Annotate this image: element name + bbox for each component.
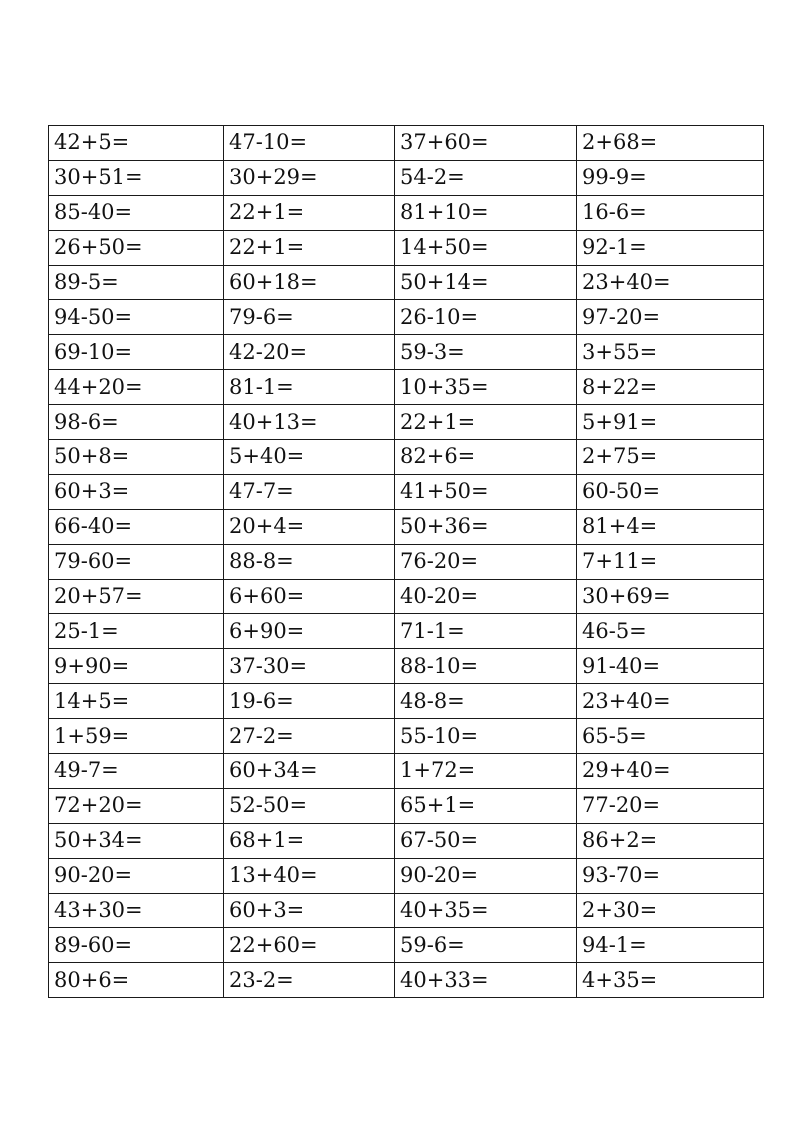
table-row: [49, 719, 764, 754]
problem-cell: 54-2=: [395, 160, 577, 195]
problem-cell: 23+40=: [577, 265, 764, 300]
table-row: [49, 928, 764, 963]
problem-cell: 7+11=: [577, 544, 764, 579]
problem-cell: 47-10=: [224, 126, 395, 161]
problem-cell: 80+6=: [49, 963, 224, 998]
problem-cell: 2+75=: [577, 440, 764, 475]
problem-cell: 5+40=: [224, 440, 395, 475]
problem-cell: 23-2=: [224, 963, 395, 998]
problem-cell: 26-10=: [395, 300, 577, 335]
problem-cell: 81+10=: [395, 195, 577, 230]
problem-cell: 68+1=: [224, 823, 395, 858]
problem-cell: 3+55=: [577, 335, 764, 370]
problem-cell: 10+35=: [395, 370, 577, 405]
problem-cell: 81-1=: [224, 370, 395, 405]
table-row: [49, 823, 764, 858]
table-row: [49, 614, 764, 649]
problem-cell: 94-1=: [577, 928, 764, 963]
problem-cell: 65-5=: [577, 719, 764, 754]
table-row: [49, 509, 764, 544]
problem-cell: 25-1=: [49, 614, 224, 649]
problem-cell: 8+22=: [577, 370, 764, 405]
problem-cell: 26+50=: [49, 230, 224, 265]
table-row: [49, 474, 764, 509]
problem-cell: 60+3=: [49, 474, 224, 509]
problem-cell: 44+20=: [49, 370, 224, 405]
problem-cell: 2+30=: [577, 893, 764, 928]
table-row: [49, 579, 764, 614]
problem-cell: 60+3=: [224, 893, 395, 928]
problem-cell: 50+8=: [49, 440, 224, 475]
problem-cell: 40+35=: [395, 893, 577, 928]
table-row: [49, 649, 764, 684]
problem-cell: 79-60=: [49, 544, 224, 579]
problem-cell: 92-1=: [577, 230, 764, 265]
problem-cell: 40+33=: [395, 963, 577, 998]
problem-cell: 79-6=: [224, 300, 395, 335]
table-row: [49, 230, 764, 265]
problem-cell: 94-50=: [49, 300, 224, 335]
problem-cell: 88-10=: [395, 649, 577, 684]
problem-cell: 89-5=: [49, 265, 224, 300]
problem-cell: 89-60=: [49, 928, 224, 963]
arithmetic-worksheet-table: [48, 125, 764, 998]
problem-cell: 2+68=: [577, 126, 764, 161]
table-row: [49, 440, 764, 475]
problem-cell: 60+18=: [224, 265, 395, 300]
problem-cell: 90-20=: [395, 858, 577, 893]
problem-cell: 49-7=: [49, 754, 224, 789]
problem-cell: 77-20=: [577, 788, 764, 823]
problem-cell: 82+6=: [395, 440, 577, 475]
problem-cell: 46-5=: [577, 614, 764, 649]
problem-cell: 60-50=: [577, 474, 764, 509]
problem-cell: 20+57=: [49, 579, 224, 614]
problem-cell: 14+5=: [49, 684, 224, 719]
problem-cell: 52-50=: [224, 788, 395, 823]
problem-cell: 42+5=: [49, 126, 224, 161]
problem-cell: 23+40=: [577, 684, 764, 719]
problem-cell: 65+1=: [395, 788, 577, 823]
problem-cell: 59-3=: [395, 335, 577, 370]
problem-cell: 50+34=: [49, 823, 224, 858]
problem-cell: 22+60=: [224, 928, 395, 963]
table-row: [49, 265, 764, 300]
problem-cell: 30+69=: [577, 579, 764, 614]
table-row: [49, 544, 764, 579]
table-row: [49, 126, 764, 161]
problem-cell: 86+2=: [577, 823, 764, 858]
table-row: [49, 405, 764, 440]
problem-cell: 88-8=: [224, 544, 395, 579]
problem-cell: 48-8=: [395, 684, 577, 719]
problem-cell: 29+40=: [577, 754, 764, 789]
problem-cell: 91-40=: [577, 649, 764, 684]
problem-cell: 13+40=: [224, 858, 395, 893]
problem-cell: 42-20=: [224, 335, 395, 370]
table-row: [49, 370, 764, 405]
problem-cell: 19-6=: [224, 684, 395, 719]
table-row: [49, 195, 764, 230]
problem-cell: 50+14=: [395, 265, 577, 300]
problem-cell: 90-20=: [49, 858, 224, 893]
problem-cell: 27-2=: [224, 719, 395, 754]
problem-cell: 47-7=: [224, 474, 395, 509]
problem-cell: 9+90=: [49, 649, 224, 684]
problem-cell: 5+91=: [577, 405, 764, 440]
problem-cell: 66-40=: [49, 509, 224, 544]
table-row: [49, 754, 764, 789]
problem-cell: 22+1=: [224, 195, 395, 230]
problem-cell: 81+4=: [577, 509, 764, 544]
problem-cell: 1+59=: [49, 719, 224, 754]
problem-cell: 93-70=: [577, 858, 764, 893]
problem-cell: 71-1=: [395, 614, 577, 649]
problem-cell: 16-6=: [577, 195, 764, 230]
problem-cell: 67-50=: [395, 823, 577, 858]
table-row: [49, 893, 764, 928]
table-row: [49, 300, 764, 335]
problem-cell: 43+30=: [49, 893, 224, 928]
problem-cell: 14+50=: [395, 230, 577, 265]
problem-cell: 40-20=: [395, 579, 577, 614]
table-row: [49, 160, 764, 195]
problem-cell: 60+34=: [224, 754, 395, 789]
problem-cell: 69-10=: [49, 335, 224, 370]
problem-cell: 6+60=: [224, 579, 395, 614]
problem-cell: 85-40=: [49, 195, 224, 230]
problem-cell: 4+35=: [577, 963, 764, 998]
table-row: [49, 335, 764, 370]
table-row: [49, 858, 764, 893]
problem-cell: 30+29=: [224, 160, 395, 195]
problem-cell: 55-10=: [395, 719, 577, 754]
problem-cell: 1+72=: [395, 754, 577, 789]
problem-cell: 50+36=: [395, 509, 577, 544]
problem-cell: 37-30=: [224, 649, 395, 684]
problem-cell: 41+50=: [395, 474, 577, 509]
problem-cell: 40+13=: [224, 405, 395, 440]
problem-cell: 76-20=: [395, 544, 577, 579]
problem-cell: 99-9=: [577, 160, 764, 195]
problem-cell: 97-20=: [577, 300, 764, 335]
problem-cell: 22+1=: [224, 230, 395, 265]
problem-cell: 37+60=: [395, 126, 577, 161]
problem-cell: 72+20=: [49, 788, 224, 823]
problem-cell: 6+90=: [224, 614, 395, 649]
problem-cell: 30+51=: [49, 160, 224, 195]
problem-cell: 20+4=: [224, 509, 395, 544]
problem-cell: 98-6=: [49, 405, 224, 440]
table-row: [49, 684, 764, 719]
problem-cell: 22+1=: [395, 405, 577, 440]
table-row: [49, 788, 764, 823]
worksheet-body: [49, 126, 764, 998]
problem-cell: 59-6=: [395, 928, 577, 963]
table-row: [49, 963, 764, 998]
